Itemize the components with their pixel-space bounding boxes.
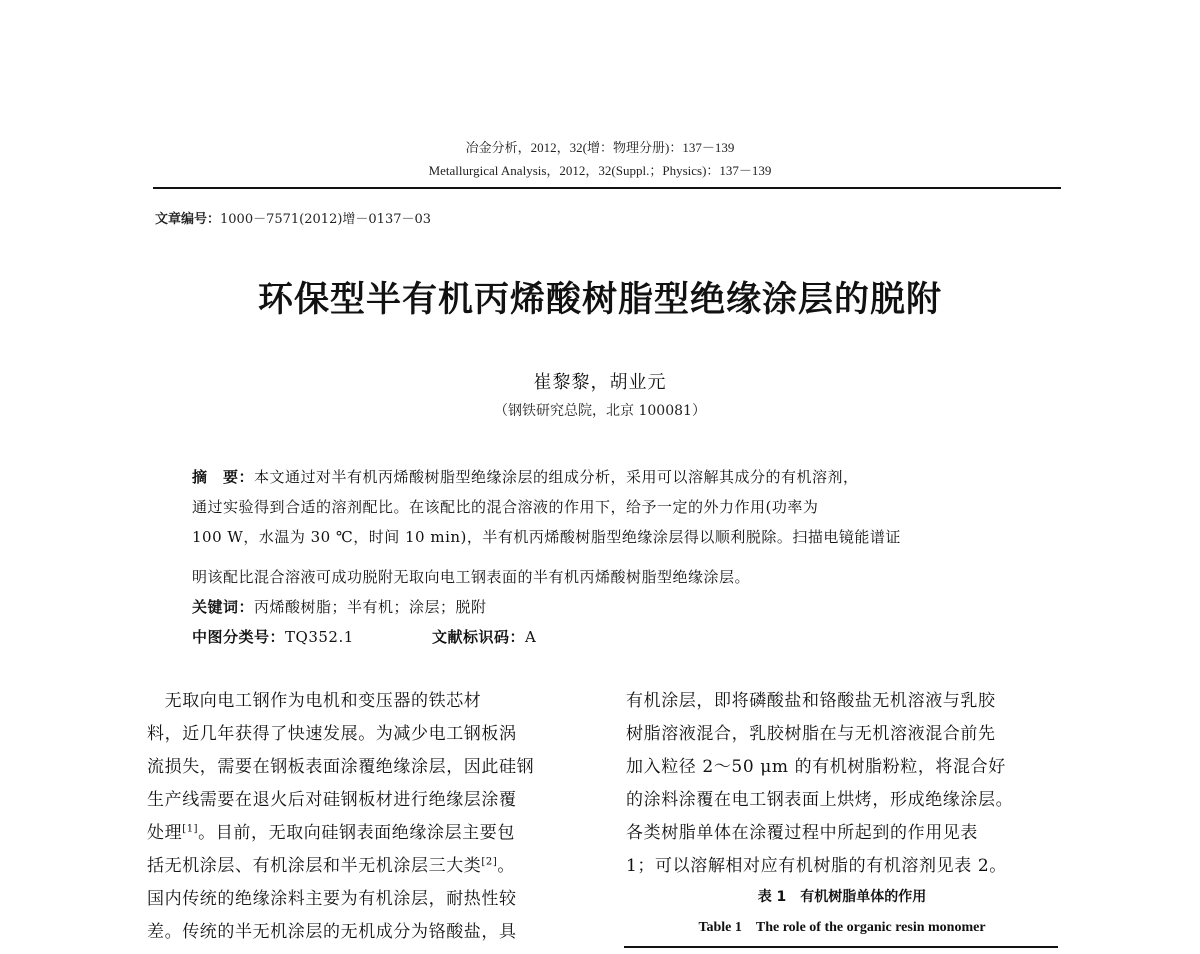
- table-1-top-rule: [624, 946, 1058, 948]
- journal-citation-en: Metallurgical Analysis，2012，32(Suppl.；Physics)：137－139: [428, 163, 772, 178]
- body-right-line-6: 1；可以溶解相对应有机树脂的有机溶剂见表 2。: [626, 856, 1007, 876]
- citation-ref-2[interactable]: [2]: [481, 856, 498, 868]
- body-left-line-6-start: 括无机涂层、有机涂层和半无机涂层三大类: [147, 856, 482, 876]
- body-left-line-5-end: 。目前，无取向硅钢表面绝缘涂层主要包: [198, 823, 515, 843]
- body-right-line-5: 各类树脂单体在涂覆过程中所起到的作用见表: [626, 823, 978, 843]
- keywords-value: 丙烯酸树脂；半有机；涂层；脱附: [254, 598, 487, 616]
- journal-citation-cn: 冶金分析，2012，32(增：物理分册)：137－139: [465, 140, 735, 155]
- abstract-line-4: 明该配比混合溶液可成功脱附无取向电工钢表面的半有机丙烯酸树脂型绝缘涂层。: [192, 568, 751, 586]
- body-right-line-2: 树脂溶液混合，乳胶树脂在与无机溶液混合前先: [626, 724, 996, 744]
- body-left-line-2: 料，近几年获得了快速发展。为减少电工钢板涡: [147, 724, 517, 744]
- body-left-line-5: [147, 818, 515, 843]
- authors: 崔黎黎，胡业元: [533, 372, 667, 393]
- abstract-line-1: [192, 466, 859, 487]
- table-1-caption-en: Table 1 The role of the organic resin monomer: [698, 920, 986, 935]
- article-number: [155, 208, 431, 227]
- body-left-line-3: 流损失，需要在钢板表面涂覆绝缘涂层，因此硅钢: [147, 757, 535, 777]
- document-code-value: A: [525, 628, 537, 646]
- keywords-label: 关键词：: [192, 598, 255, 616]
- article-number-value: 1000－7571(2012)增－0137－03: [220, 212, 432, 227]
- abstract-text-1: 本文通过对半有机丙烯酸树脂型绝缘涂层的组成分析，采用可以溶解其成分的有机溶剂，: [254, 468, 859, 486]
- classification-value: TQ352.1: [285, 628, 354, 646]
- body-left-line-4: 生产线需要在退火后对硅钢板材进行绝缘层涂覆: [147, 790, 517, 810]
- abstract-line-3: 100 W，水温为 30 ℃，时间 10 min)，半有机丙烯酸树脂型绝缘涂层得以顺利脱除。扫描电镜能谱证: [192, 528, 901, 546]
- body-right-line-4: 的涂料涂覆在电工钢表面上烘烤，形成绝缘涂层。: [626, 790, 1014, 810]
- paper-title: 环保型半有机丙烯酸树脂型绝缘涂层的脱附: [257, 280, 942, 320]
- affiliation: （钢铁研究总院，北京 100081）: [494, 403, 706, 419]
- keywords: [192, 596, 487, 617]
- citation-ref-1[interactable]: [1]: [182, 823, 199, 835]
- classification-label: 中图分类号：: [192, 628, 286, 646]
- document-code: [432, 626, 536, 647]
- body-left-line-8: 差。传统的半无机涂层的无机成分为铬酸盐，具: [147, 922, 517, 942]
- body-right-line-1: 有机涂层，即将磷酸盐和铬酸盐无机溶液与乳胶: [626, 691, 996, 711]
- body-left-line-6: [147, 851, 515, 876]
- article-number-label: 文章编号：: [155, 212, 221, 227]
- body-left-line-5-start: 处理: [147, 823, 183, 843]
- classification: [192, 626, 354, 647]
- body-left-line-1: 无取向电工钢作为电机和变压器的铁芯材: [147, 691, 482, 711]
- abstract-line-2: 通过实验得到合适的溶剂配比。在该配比的混合溶液的作用下，给予一定的外力作用(功率为: [192, 498, 819, 516]
- body-left-line-7: 国内传统的绝缘涂料主要为有机涂层，耐热性较: [147, 889, 517, 909]
- body-right-line-3: 加入粒径 2～50 μm 的有机树脂粉粒，将混合好: [626, 757, 1006, 777]
- header-rule: [153, 187, 1061, 189]
- document-code-label: 文献标识码：: [432, 628, 526, 646]
- table-1-caption-cn: 表 1 有机树脂单体的作用: [757, 889, 927, 905]
- body-left-line-6-end: 。: [497, 856, 515, 876]
- abstract-label: 摘 要：: [192, 468, 255, 486]
